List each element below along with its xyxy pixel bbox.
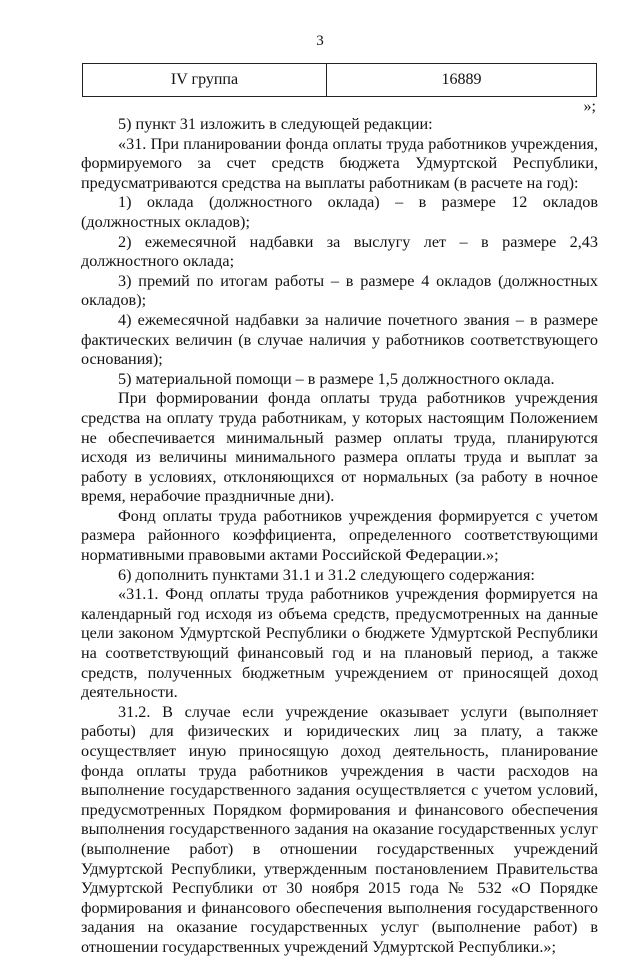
paragraph: 2) ежемесячной надбавки за выслугу лет – в размере 2,43 должностного оклада; <box>81 232 598 271</box>
paragraph: 3) премий по итогам работы – в размере 4 окладов (должностных окладов); <box>81 271 598 310</box>
paragraph: При формировании фонда оплаты труда работников учреждения средства на оплату труда работникам, у которых настоящим Положением не обеспечивается минимальный размер оплаты труда, планируются исходя из величины минимального размера оплаты труда и выплат за работу в условиях, отклоняющихся от нормальных (за работу в ночное время, нерабочие праздничные дни). <box>81 389 598 506</box>
paragraph: 5) пункт 31 изложить в следующей редакции: <box>118 115 433 133</box>
paragraph: 6) дополнить пунктами 31.1 и 31.2 следующего содержания: <box>118 565 535 584</box>
table-row <box>83 64 597 97</box>
paragraph: 4) ежемесячной надбавки за наличие почетного звания – в размере фактических величин (в случае наличия у работников соответствующего основания); <box>81 310 598 369</box>
table-close-quote: »; <box>583 98 596 115</box>
paragraph: 1) оклада (должностного оклада) – в размере 12 окладов (должностных окладов); <box>81 193 598 231</box>
paragraph: Фонд оплаты труда работников учреждения формируется с учетом размера районного коэффициента, определенного соответствующими нормативными правовыми актами Российской Федерации.»; <box>81 506 598 565</box>
body-text <box>81 115 598 958</box>
group-label-cell: IV группа <box>83 64 327 97</box>
group-value-cell: 16889 <box>327 64 597 97</box>
group-table <box>82 63 597 97</box>
paragraph: 31.2. В случае если учреждение оказывает услуги (выполняет работы) для физических и юридических лиц за плату, а также осуществляет иную приносящую доход деятельность, планирование фонда оплаты труда работников учреждения в части расходов на выполнение государственного задания осуществляется с учетом условий, предусмотренных Порядком формирования и финансового обеспечения выполнения государственного задания на оказание государственных услуг (выполнение работ) в отношении государственных учреждений Удмуртской Республики, утвержденным постановлением Правительства Удмуртской Республики от 30 ноября 2015 года № 532 «О Порядке формирования и финансового обеспечения выполнения государственного задания на оказание государственных услуг (выполнение работ) в отношении государственных учреждений Удмуртской Республики.»; <box>81 702 598 956</box>
paragraph: 5) материальной помощи – в размере 1,5 должностного оклада. <box>118 369 555 388</box>
paragraph: «31.1. Фонд оплаты труда работников учреждения формируется на календарный год исходя из объема средств, предусмотренных на данные цели законом Удмуртской Республики о бюджете Удмуртской Республики на соответствующий финансовый год и на плановый период, а также средств, полученных бюджетным учреждением от приносящей доход деятельности. <box>81 585 598 702</box>
paragraph: «31. При планировании фонда оплаты труда работников учреждения, формируемого за счет средств бюджета Удмуртской Республики, предусматриваются средства на выплаты работникам (в расчете на год): <box>81 134 598 192</box>
page-number: 3 <box>316 33 324 49</box>
